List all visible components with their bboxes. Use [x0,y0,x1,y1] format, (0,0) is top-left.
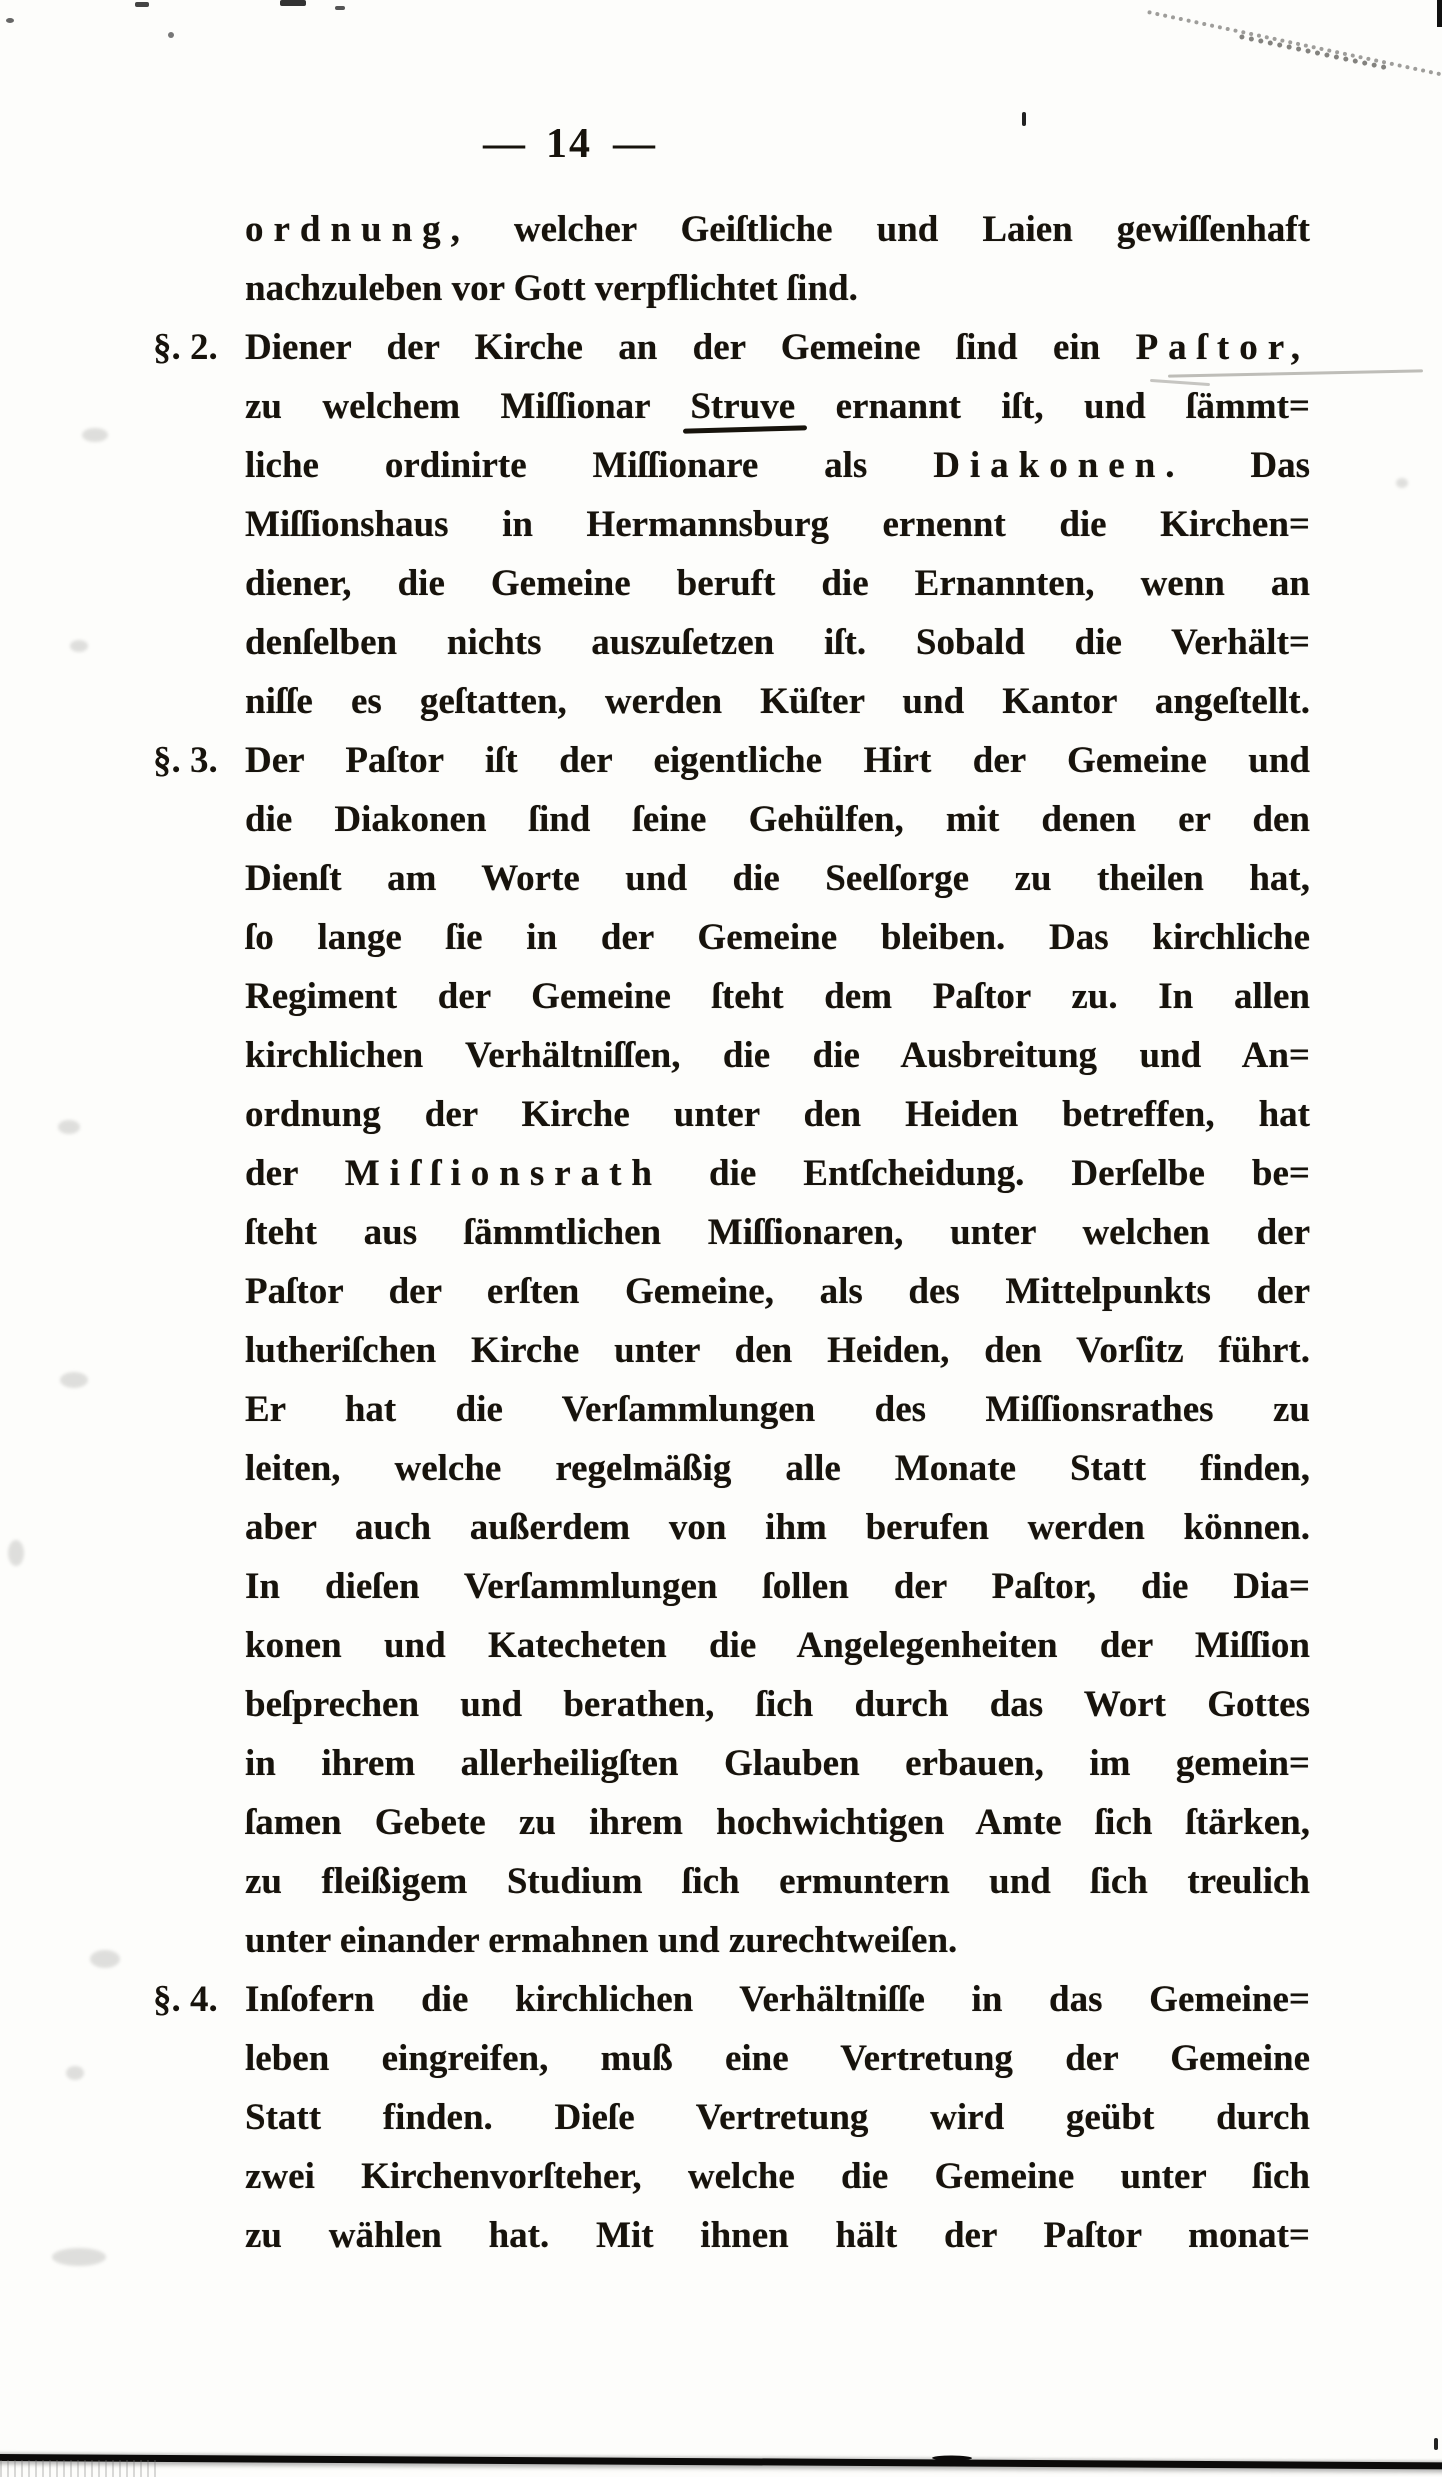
text-line [245,377,1310,436]
text-line [245,2088,1310,2147]
text-segment: zu wählen hat. Mit ihnen hält der Paſtor monat= [245,2215,1310,2256]
text-line [245,1734,1310,1793]
text-line [245,1380,1310,1439]
section-label: §. 3. [153,740,218,781]
text-segment: Paſtor der erſten Gemeine, als des Mittelpunkts der [245,1271,1310,1312]
text-line [245,1262,1310,1321]
paragraph [153,200,1310,318]
text-line [245,1616,1310,1675]
text-segment: ſteht aus ſämmtlichen Miſſionaren, unter welchen der [245,1212,1310,1253]
text-line [245,1557,1310,1616]
text-line [245,1793,1310,1852]
text-segment: kirchlichen Verhältniſſen, die die Ausbreitung und An= [245,1035,1310,1076]
scan-speckle [168,32,174,38]
scan-tick [1434,2438,1438,2450]
text-line [245,849,1310,908]
text-segment: aber auch außerdem von ihm berufen werden können. [245,1507,1310,1548]
text-segment: ſo lange ſie in der Gemeine bleiben. Das kirchliche [245,917,1310,958]
text-line [245,1911,1310,1970]
text-segment: Dienſt am Worte und die Seelſorge zu theilen hat, [245,858,1310,899]
paragraph [153,1970,1310,2265]
text-line [245,1970,1310,2029]
text-line [245,731,1310,790]
text-segment: Regiment der Gemeine ſteht dem Paſtor zu. In allen [245,976,1310,1017]
text-segment: ſamen Gebete zu ihrem hochwichtigen Amte ſich ſtärken, [245,1802,1310,1843]
text-segment: welcher Geiſtliche und Laien gewiſſenhaft [469,209,1310,250]
text-segment: leiten, welche regelmäßig alle Monate Statt finden, [245,1448,1310,1489]
text-line [245,790,1310,849]
margin-ghost [90,1950,120,1968]
text-segment: Der Paſtor iſt der eigentliche Hirt der Gemeine und [245,740,1310,781]
text-line [245,1203,1310,1262]
paragraph [153,731,1310,1970]
text-segment: niſſe es geſtatten, werden Küſter und Kantor angeſtellt. [245,681,1310,722]
text-line [245,200,1310,259]
text-segment: lutheriſchen Kirche unter den Heiden, den Vorſitz führt. [245,1330,1310,1371]
page-number-dash-left: — [483,121,525,167]
text-line [245,1498,1310,1557]
text-line [245,1144,1310,1203]
scan-speckle [135,2,149,7]
page-number-value: 14 [546,121,592,167]
scan-speckle [335,6,345,10]
margin-ghost [66,2066,84,2080]
text-line [245,1439,1310,1498]
margin-ghost [70,640,88,652]
section-label: §. 4. [153,1979,218,2020]
text-line [245,554,1310,613]
text-line [245,2147,1310,2206]
section-label: §. 2. [153,327,218,368]
text-block [153,200,1310,2265]
text-segment: Diener der Kirche an der Gemeine ſind ein [245,327,1136,368]
text-segment: ordnung der Kirche unter den Heiden betreffen, hat [245,1094,1310,1135]
text-segment: leben eingreifen, muß eine Vertretung der Gemeine [245,2038,1310,2079]
text-line [245,1675,1310,1734]
scan-streak-top-right [1239,34,1387,70]
spaced-text: Paſtor, [1135,327,1310,368]
text-segment: Miſſionshaus in Hermannsburg ernennt die Kirchen= [245,504,1310,545]
text-line [245,318,1310,377]
text-segment: nachzuleben vor Gott verpflichtet ſind. [245,268,858,309]
text-line [245,259,1310,318]
text-segment: denſelben nichts auszuſetzen iſt. Sobald die Verhält= [245,622,1310,663]
margin-ghost [8,1540,24,1566]
text-line [245,613,1310,672]
scan-streak-top-right [1147,10,1441,76]
scan-speckle [6,18,14,23]
text-line [245,1085,1310,1144]
spaced-text: ordnung, [245,209,470,250]
text-segment: zu welchem Miſſionar [245,386,691,427]
text-segment: in ihrem allerheiligſten Glauben erbauen, im gemein= [245,1743,1310,1784]
text-segment: die Diakonen ſind ſeine Gehülfen, mit denen er den [245,799,1310,840]
text-segment: Statt finden. Dieſe Vertretung wird geübt durch [245,2097,1310,2138]
text-segment: Das [1184,445,1310,486]
text-line [245,908,1310,967]
scan-tick [1022,112,1026,126]
text-line [245,2029,1310,2088]
text-line [245,967,1310,1026]
text-segment: zwei Kirchenvorſteher, welche die Gemeine unter ſich [245,2156,1310,2197]
text-segment: beſprechen und berathen, ſich durch das Wort Gottes [245,1684,1310,1725]
margin-ghost [82,428,108,442]
spaced-text: Diakonen. [933,445,1185,486]
text-segment: konen und Katecheten die Angelegenheiten der Miſſion [245,1625,1310,1666]
page-number [483,120,655,168]
text-line [245,436,1310,495]
margin-ghost [58,1120,80,1134]
text-segment: die Entſcheidung. Derſelbe be= [662,1153,1310,1194]
text-line [245,495,1310,554]
margin-ghost [52,2248,106,2266]
text-line [245,2206,1310,2265]
underlined-word: Struve [690,377,795,436]
paragraph [153,318,1310,731]
text-line [245,1852,1310,1911]
text-segment: diener, die Gemeine beruft die Ernannten, wenn an [245,563,1310,604]
page-number-dash-right: — [613,121,655,167]
text-line [245,1321,1310,1380]
text-segment: liche ordinirte Miſſionare als [245,445,934,486]
scan-bottom-edge [0,2454,1442,2469]
text-segment: der [245,1153,345,1194]
scan-bottom-hatch [0,2460,160,2477]
text-segment: Er hat die Verſammlungen des Miſſionsrathes zu [245,1389,1310,1430]
text-segment: unter einander ermahnen und zurechtweiſen. [245,1920,958,1961]
scan-speckle [280,0,306,6]
margin-ghost [1396,478,1408,488]
text-segment: ernannt iſt, und ſämmt= [795,386,1310,427]
text-segment: In dieſen Verſammlungen ſollen der Paſtor, die Dia= [245,1566,1310,1607]
text-line [245,1026,1310,1085]
text-segment: zu fleißigem Studium ſich ermuntern und ſich treulich [245,1861,1310,1902]
text-line [245,672,1310,731]
margin-ghost [60,1372,88,1388]
text-segment: Inſofern die kirchlichen Verhältniſſe in das Gemeine= [245,1979,1310,2020]
spaced-text: Miſſionsrath [344,1153,662,1194]
scan-edge-bar [1437,0,1442,27]
